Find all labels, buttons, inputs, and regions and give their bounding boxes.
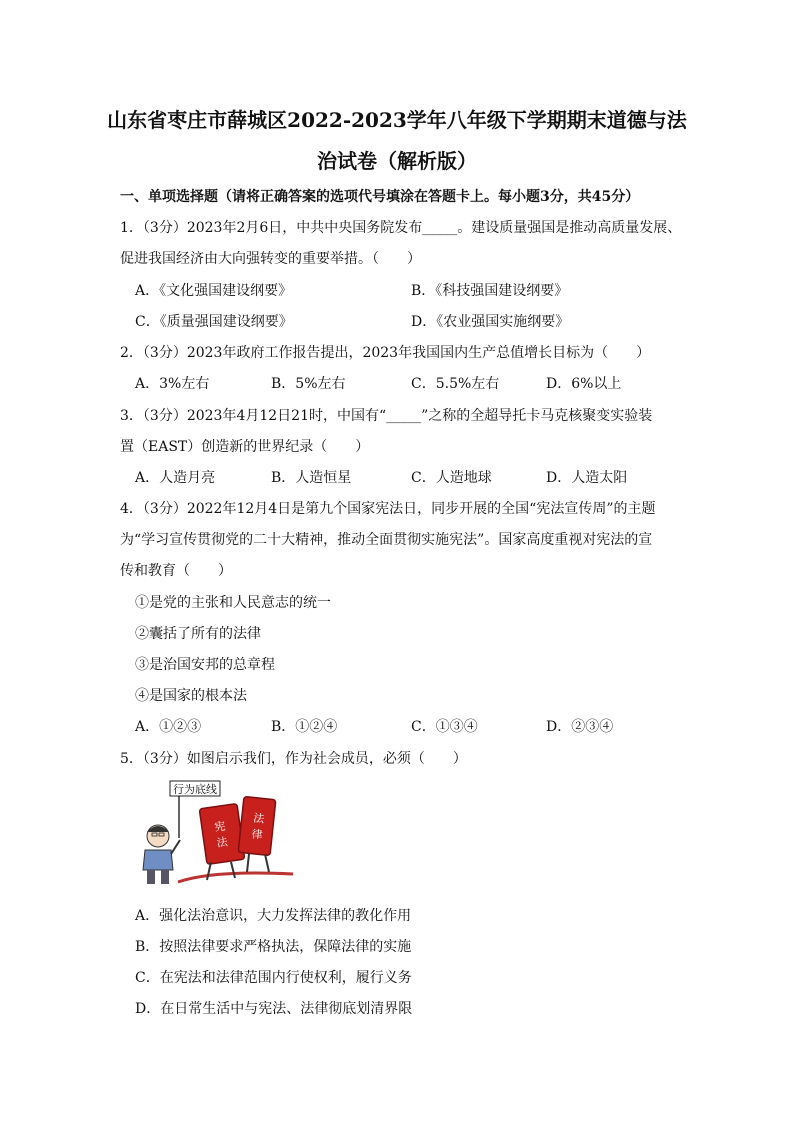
q3-stem-line1: 3．（3分）2023年4月12日21时，中国有“_____”之称的全超导托卡马克核聚变实验装 (120, 408, 653, 424)
sign-text: 行为底线 (173, 783, 217, 796)
q4-stem-line2: 为“学习宣传贯彻党的二十大精神，推动全面贯彻实施宪法”。国家高度重视对宪法的宣 (120, 532, 653, 548)
page-title-line2: 治试卷（解析版） (317, 149, 477, 173)
section-heading: 一、单项选择题（请将正确答案的选项代号填涂在答题卡上。每小题3分，共45分） (120, 189, 640, 205)
q5-option-a: A．强化法治意识，大力发挥法律的教化作用 (135, 908, 412, 924)
person-hair (147, 826, 169, 832)
q2-option-a: A．3%左右 (135, 376, 210, 392)
q5-option-b: B．按照法律要求严格执法，保障法律的实施 (135, 939, 412, 955)
constitution-label: 宪法 (213, 819, 229, 850)
person-body (143, 850, 173, 870)
q2-stem: 2．（3分）2023年政府工作报告提出，2023年我国国内生产总值增长目标为（ ） (120, 345, 651, 361)
q3-option-d: D．人造太阳 (546, 470, 628, 486)
q1-option-b: B．《科技强国建设纲要》 (411, 283, 569, 299)
q4-stem-line1: 4．（3分）2022年12月4日是第九个国家宪法日，同步开展的全国“宪法宣传周”的主题 (120, 501, 656, 517)
q4-item-2: ②囊括了所有的法律 (135, 626, 261, 642)
q4-option-a: A．①②③ (135, 719, 202, 735)
q1-stem-line2: 促进我国经济由大向强转变的重要举措。（ ） (120, 251, 421, 267)
q5-option-c: C．在宪法和法律范围内行使权利，履行义务 (135, 970, 412, 986)
law-label: 法律 (250, 811, 265, 842)
q4-option-d: D．②③④ (546, 719, 614, 735)
q3-stem-line2: 置（EAST）创造新的世界纪录（ ） (120, 439, 370, 455)
q4-item-1: ①是党的主张和人民意志的统一 (135, 595, 331, 611)
q2-option-b: B．5%左右 (271, 376, 346, 392)
q2-option-d: D．6%以上 (546, 376, 622, 392)
law-book (238, 796, 276, 872)
q1-option-a: A．《文化强国建设纲要》 (135, 283, 293, 299)
q3-option-b: B．人造恒星 (271, 470, 352, 486)
law-bottom-line-cartoon (133, 778, 293, 890)
q4-stem-line3: 传和教育（ ） (120, 563, 232, 579)
q4-item-4: ④是国家的根本法 (135, 688, 247, 704)
q1-option-c: C．《质量强国建设纲要》 (135, 314, 293, 330)
q3-option-c: C．人造地球 (411, 470, 492, 486)
constitution-book (199, 804, 244, 880)
q4-item-3: ③是治国安邦的总章程 (135, 657, 275, 673)
q1-option-d: D．《农业强国实施纲要》 (411, 314, 570, 330)
q5-option-d: D．在日常生活中与宪法、法律彻底划清界限 (135, 1001, 413, 1017)
q2-option-c: C．5.5%左右 (411, 376, 500, 392)
q1-stem-line1: 1．（3分）2023年2月6日，中共中央国务院发布_____。建设质量强国是推动高质量发展、 (120, 220, 682, 236)
page-title-line1: 山东省枣庄市薛城区2022-2023学年八年级下学期期末道德与法 (107, 108, 687, 132)
q4-option-c: C．①③④ (411, 719, 478, 735)
q3-option-a: A．人造月亮 (135, 470, 216, 486)
q4-option-b: B．①②④ (271, 719, 338, 735)
q5-stem: 5．（3分）如图启示我们，作为社会成员，必须（ ） (120, 751, 467, 767)
